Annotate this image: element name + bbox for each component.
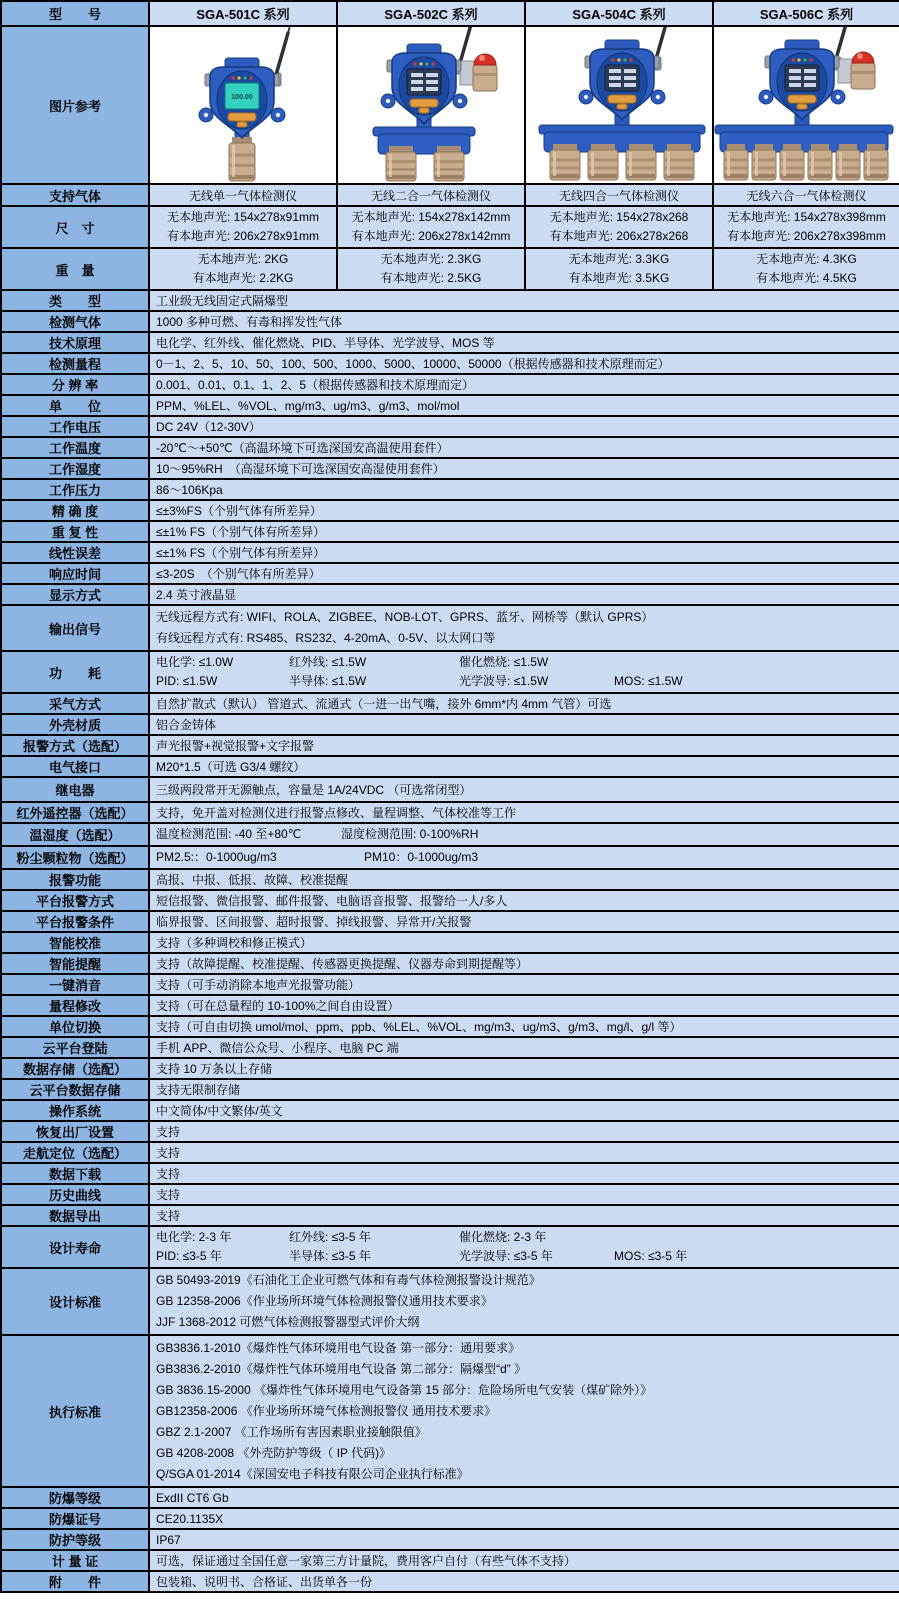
- spec-value: [149, 1335, 899, 1487]
- spec-row: [1, 542, 899, 563]
- spec-value-line: 无本地声光: 3.3KG: [568, 252, 670, 266]
- spec-row: [1, 802, 899, 823]
- row-label: 单位切换: [1, 1016, 149, 1037]
- row-label: 粉尘颗粒物（选配）: [1, 846, 149, 869]
- spec-value: [149, 206, 337, 248]
- spec-value: 三级两段常开无源触点，容量是 1A/24VDC （可选常闭型）: [149, 777, 899, 802]
- device-image-cell: [713, 26, 899, 184]
- spec-value-line: [156, 848, 893, 867]
- row-label: 恢复出厂设置: [1, 1121, 149, 1142]
- spec-row: [1, 248, 899, 290]
- spec-row: [1, 1184, 899, 1205]
- spec-row: [1, 953, 899, 974]
- detector-body: [579, 40, 665, 120]
- spec-value: 支持（可自由切换 umol/mol、ppm、ppb、%LEL、%VOL、mg/m3、ug/m3、g/m3、mg/l、g/l 等）: [149, 1016, 899, 1037]
- spec-row: [1, 458, 899, 479]
- spec-value: 0－1、2、5、10、50、100、500、1000、5000、10000、50000（根据传感器和技术原理而定）: [149, 353, 899, 374]
- row-label: 精 确 度: [1, 500, 149, 521]
- spec-value: [525, 206, 713, 248]
- spec-value-line: [156, 825, 893, 844]
- spec-value: DC 24V（12-30V）: [149, 416, 899, 437]
- alarm-beacon: [460, 54, 497, 91]
- row-label: 电气接口: [1, 756, 149, 777]
- detector-body: [381, 44, 467, 124]
- spec-value: 铝合金铸体: [149, 714, 899, 735]
- spec-row: [1, 1268, 899, 1335]
- spec-value-line: 有本地声光: 3.5KG: [568, 271, 670, 285]
- sensor-head: [229, 137, 255, 181]
- row-label: 功 耗: [1, 651, 149, 693]
- sensor-head: [836, 144, 860, 180]
- spec-value: IP67: [149, 1529, 899, 1550]
- row-label: 报警方式（选配）: [1, 735, 149, 756]
- spec-row: [1, 1335, 899, 1487]
- spec-value-line: GBZ 2.1-2007 《工作场所有害因素职业接触限值》: [156, 1424, 427, 1439]
- spec-value-line: GB3836.2-2010《爆炸性气体环境用电气设备 第二部分：隔爆型“d” 》: [156, 1361, 527, 1376]
- model-header-sga-502c: SGA-502C 系列: [337, 1, 525, 26]
- spec-value: 工业级无线固定式隔爆型: [149, 290, 899, 311]
- spec-value-line: 有本地声光: 206x278x91mm: [166, 229, 320, 243]
- spec-value-line: JJF 1368-2012 可燃气体检测报警器型式评价大纲: [156, 1315, 420, 1329]
- spec-value-line: GB12358-2006 《作业场所环境气体检测报警仪 通用技术要求》: [156, 1403, 497, 1418]
- spec-value-line: 无本地声光: 4.3KG: [756, 252, 857, 266]
- spec-row: [1, 184, 899, 206]
- row-label: 检测量程: [1, 353, 149, 374]
- row-label: 操作系统: [1, 1100, 149, 1121]
- row-label: 防爆等级: [1, 1487, 149, 1508]
- spec-value-line: 无本地声光: 2.3KG: [380, 252, 482, 266]
- spec-value: M20*1.5（可选 G3/4 螺纹）: [149, 756, 899, 777]
- spec-value: 支持: [149, 1163, 899, 1184]
- spec-row: [1, 1037, 899, 1058]
- spec-value: [149, 1268, 899, 1335]
- spec-value-segment: 温度检测范围: -40 至+80℃: [156, 827, 302, 841]
- spec-row: [1, 1121, 899, 1142]
- spec-value-segment: PM2.5:：0-1000ug/m3: [156, 850, 277, 864]
- row-label: 类 型: [1, 290, 149, 311]
- spec-value: 包装箱、说明书、合格证、出货单各一份: [149, 1571, 899, 1592]
- model-header-label: 型 号: [1, 1, 149, 26]
- spec-value-line: GB 4208-2008 《外壳防护等级（ IP 代码)》: [156, 1445, 392, 1460]
- sensor-head: [724, 144, 748, 180]
- spec-value-line: 有本地声光: 2.2KG: [192, 271, 294, 285]
- spec-row: [1, 1016, 899, 1037]
- spec-row: [1, 1487, 899, 1508]
- spec-value-line: 有线远程方式有: RS485、RS232、4-20mA、0-5V、以太网口等: [156, 631, 496, 645]
- spec-row: [1, 846, 899, 869]
- spec-value: 86～106Kpa: [149, 479, 899, 500]
- spec-row: [1, 332, 899, 353]
- row-label: 智能提醒: [1, 953, 149, 974]
- row-label: 防爆证号: [1, 1508, 149, 1529]
- spec-value-line: GB 3836.15-2000 《爆炸性气体环境用电气设备第 15 部分：危险场所电气安装（煤矿除外）》: [156, 1382, 653, 1397]
- spec-row: [1, 311, 899, 332]
- spec-value-line: GB 12358-2006《作业场所环境气体检测报警仪通用技术要求》: [156, 1294, 493, 1308]
- spec-row: [1, 911, 899, 932]
- spec-value-segment: PID: ≤3-5 年: [156, 1249, 222, 1263]
- spec-value-line: 无本地声光: 2KG: [197, 252, 289, 266]
- sensor-head: [664, 144, 694, 180]
- spec-row: [1, 974, 899, 995]
- spec-row: [1, 1226, 899, 1268]
- wireless-single-gas-detector: [150, 27, 336, 183]
- spec-value-segment: 电化学: ≤1.0W: [156, 655, 234, 669]
- spec-value: 支持（可在总量程的 10-100%之间自由设置）: [149, 995, 899, 1016]
- sensor-head: [626, 144, 656, 180]
- spec-row: [1, 1508, 899, 1529]
- spec-value-segment: 催化燃烧: 2-3 年: [459, 1230, 547, 1244]
- spec-row: [1, 869, 899, 890]
- image-row: [1, 26, 899, 184]
- spec-row: [1, 395, 899, 416]
- sensor-head: [752, 144, 776, 180]
- spec-value-segment: 半导体: ≤1.5W: [289, 674, 367, 688]
- spec-row: [1, 823, 899, 846]
- spec-row: [1, 1571, 899, 1592]
- spec-value-segment: MOS: ≤3-5 年: [614, 1249, 688, 1263]
- spec-value-line: 无本地声光: 154x278x268: [549, 210, 689, 224]
- row-label: 智能校准: [1, 932, 149, 953]
- spec-row: [1, 777, 899, 802]
- spec-value-line: [156, 672, 893, 691]
- row-label: 外壳材质: [1, 714, 149, 735]
- spec-row: [1, 563, 899, 584]
- spec-value-line: 有本地声光: 206x278x268: [549, 229, 689, 243]
- row-label: 温湿度（选配）: [1, 823, 149, 846]
- spec-row: [1, 995, 899, 1016]
- row-label: 附 件: [1, 1571, 149, 1592]
- row-label: 设计标准: [1, 1268, 149, 1335]
- spec-value: 无线四合一气体检测仪: [525, 184, 713, 206]
- svg-text:100.00: 100.00: [231, 94, 253, 101]
- spec-row: [1, 1079, 899, 1100]
- spec-value: 支持（多种调校和修正模式）: [149, 932, 899, 953]
- spec-value-line: 无本地声光: 154x278x398mm: [727, 210, 886, 224]
- spec-value: [337, 248, 525, 290]
- spec-row: [1, 735, 899, 756]
- row-label: 图片参考: [1, 26, 149, 184]
- spec-row: [1, 584, 899, 605]
- spec-value-line: 有本地声光: 206x278x142mm: [351, 229, 511, 243]
- spec-value: 支持: [149, 1184, 899, 1205]
- device-image-cell: [525, 26, 713, 184]
- spec-row: [1, 714, 899, 735]
- spec-value: 电化学、红外线、催化燃烧、PID、半导体、光学波导、MOS 等: [149, 332, 899, 353]
- row-label: 防护等级: [1, 1529, 149, 1550]
- row-label: 数据导出: [1, 1205, 149, 1226]
- spec-value: 1000 多种可燃、有毒和挥发性气体: [149, 311, 899, 332]
- row-label: 显示方式: [1, 584, 149, 605]
- spec-value: [149, 1226, 899, 1268]
- row-label: 分 辨 率: [1, 374, 149, 395]
- spec-value: 高报、中报、低报、故障、校准提醒: [149, 869, 899, 890]
- row-label: 继电器: [1, 777, 149, 802]
- device-image-cell: [149, 26, 337, 184]
- spec-row: [1, 693, 899, 714]
- row-label: 工作电压: [1, 416, 149, 437]
- spec-value-line: GB3836.1-2010《爆炸性气体环境用电气设备 第一部分：通用要求》: [156, 1340, 521, 1355]
- spec-value: [149, 846, 899, 869]
- spec-value: PPM、%LEL、%VOL、mg/m3、ug/m3、g/m3、mol/mol: [149, 395, 899, 416]
- spec-value: ExdII CT6 Gb: [149, 1487, 899, 1508]
- spec-value: [713, 248, 899, 290]
- detector-body: [199, 58, 285, 138]
- row-label: 重 量: [1, 248, 149, 290]
- spec-value: 10～95%RH （高湿环境下可选深国安高湿使用套件）: [149, 458, 899, 479]
- spec-row: [1, 1163, 899, 1184]
- spec-value: [149, 823, 899, 846]
- spec-value: -20℃～+50℃（高温环境下可选深国安高温使用套件）: [149, 437, 899, 458]
- row-label: 一键消音: [1, 974, 149, 995]
- sensor-head: [780, 144, 804, 180]
- spec-value: [337, 206, 525, 248]
- spec-value-segment: 红外线: ≤3-5 年: [289, 1230, 371, 1244]
- row-label: 执行标准: [1, 1335, 149, 1487]
- detector-body: [759, 40, 845, 120]
- row-label: 量程修改: [1, 995, 149, 1016]
- spec-row: [1, 651, 899, 693]
- spec-value-segment: PM10：0-1000ug/m3: [364, 850, 479, 864]
- spec-row: [1, 605, 899, 651]
- row-label: 响应时间: [1, 563, 149, 584]
- row-label: 采气方式: [1, 693, 149, 714]
- spec-value-line: 无线远程方式有: WIFI、ROLA、ZIGBEE、NOB-LOT、GPRS、蓝牙、网桥等（默认 GPRS）: [156, 610, 654, 624]
- spec-value-line: GB 50493-2019《石油化工企业可燃气体和有毒气体检测报警设计规范》: [156, 1273, 541, 1287]
- spec-value-segment: PID: ≤1.5W: [156, 674, 218, 688]
- spec-value-segment: 光学波导: ≤1.5W: [459, 674, 549, 688]
- row-label: 重 复 性: [1, 521, 149, 542]
- spec-value: ≤±1% FS（个别气体有所差异）: [149, 542, 899, 563]
- sensor-head: [386, 146, 416, 181]
- model-header-row: [1, 1, 899, 26]
- spec-row: [1, 1100, 899, 1121]
- spec-value: 支持（故障提醒、校准提醒、传感器更换提醒、仪器寿命到期提醒等）: [149, 953, 899, 974]
- spec-value: [149, 248, 337, 290]
- spec-row: [1, 756, 899, 777]
- spec-row: [1, 500, 899, 521]
- spec-value-segment: 湿度检测范围: 0-100%RH: [341, 827, 479, 841]
- spec-value: 自然扩散式（默认） 管道式、流通式（一进一出气嘴，接外 6mm*内 4mm 气管）可选: [149, 693, 899, 714]
- spec-row: [1, 521, 899, 542]
- spec-value-segment: 半导体: ≤3-5 年: [289, 1249, 371, 1263]
- spec-value-line: 有本地声光: 4.5KG: [756, 271, 857, 285]
- row-label: 线性误差: [1, 542, 149, 563]
- row-label: 历史曲线: [1, 1184, 149, 1205]
- spec-value: 支持，免开盖对检测仪进行报警点修改、量程调整、气体校准等工作: [149, 802, 899, 823]
- device-image-cell: [337, 26, 525, 184]
- spec-row: [1, 479, 899, 500]
- wireless-2in1-gas-detector: [338, 27, 524, 183]
- spec-value-segment: 催化燃烧: ≤1.5W: [459, 655, 549, 669]
- spec-row: [1, 932, 899, 953]
- alarm-beacon: [838, 52, 875, 89]
- spec-row: [1, 890, 899, 911]
- spec-value: 支持: [149, 1142, 899, 1163]
- wireless-6in1-gas-detector: [714, 27, 899, 183]
- spec-value: ≤3-20S （个别气体有所差异）: [149, 563, 899, 584]
- spec-row: [1, 353, 899, 374]
- spec-value: 支持（可手动消除本地声光报警功能）: [149, 974, 899, 995]
- spec-value-line: 无本地声光: 154x278x142mm: [351, 210, 511, 224]
- row-label: 单 位: [1, 395, 149, 416]
- spec-value: 短信报警、微信报警、邮件报警、电脑语音报警、报警给一人/多人: [149, 890, 899, 911]
- model-header-sga-504c: SGA-504C 系列: [525, 1, 713, 26]
- spec-value-line: 无本地声光: 154x278x91mm: [166, 210, 320, 224]
- spec-value: [149, 605, 899, 651]
- spec-value-line: Q/SGA 01-2014《深国安电子科技有限公司企业执行标准》: [156, 1466, 469, 1481]
- spec-row: [1, 1529, 899, 1550]
- spec-value: 2.4 英寸液晶显: [149, 584, 899, 605]
- row-label: 工作压力: [1, 479, 149, 500]
- sensor-head: [434, 146, 464, 181]
- spec-row: [1, 1142, 899, 1163]
- row-label: 数据下载: [1, 1163, 149, 1184]
- spec-value: 无线六合一气体检测仪: [713, 184, 899, 206]
- spec-value: 支持: [149, 1205, 899, 1226]
- spec-value: 手机 APP、微信公众号、小程序、电脑 PC 端: [149, 1037, 899, 1058]
- spec-value: 可选，保证通过全国任意一家第三方计量院，费用客户自付（有些气体不支持）: [149, 1550, 899, 1571]
- spec-value-segment: 红外线: ≤1.5W: [289, 655, 367, 669]
- row-label: 云平台登陆: [1, 1037, 149, 1058]
- spec-row: [1, 374, 899, 395]
- row-label: 数据存储（选配）: [1, 1058, 149, 1079]
- row-label: 报警功能: [1, 869, 149, 890]
- spec-value: [149, 651, 899, 693]
- row-label: 工作温度: [1, 437, 149, 458]
- spec-value-line: 有本地声光: 2.5KG: [380, 271, 482, 285]
- sensor-head: [588, 144, 618, 180]
- row-label: 输出信号: [1, 605, 149, 651]
- spec-value: 无线二合一气体检测仪: [337, 184, 525, 206]
- spec-value-line: [156, 1228, 893, 1247]
- row-label: 计 量 证: [1, 1550, 149, 1571]
- spec-value: 无线单一气体检测仪: [149, 184, 337, 206]
- row-label: 设计寿命: [1, 1226, 149, 1268]
- spec-value: CE20.1135X: [149, 1508, 899, 1529]
- spec-row: [1, 1058, 899, 1079]
- spec-value: ≤±1% FS（个别气体有所差异）: [149, 521, 899, 542]
- spec-value-segment: MOS: ≤1.5W: [614, 674, 683, 688]
- spec-value: 声光报警+视觉报警+文字报警: [149, 735, 899, 756]
- model-header-sga-506c: SGA-506C 系列: [713, 1, 899, 26]
- spec-value-segment: 光学波导: ≤3-5 年: [459, 1249, 553, 1263]
- spec-value: [713, 206, 899, 248]
- spec-value: [525, 248, 713, 290]
- sensor-head: [550, 144, 580, 180]
- spec-row: [1, 1550, 899, 1571]
- wireless-4in1-gas-detector: [526, 27, 712, 183]
- spec-row: [1, 206, 899, 248]
- spec-row: [1, 290, 899, 311]
- row-label: 平台报警条件: [1, 911, 149, 932]
- sensor-head: [808, 144, 832, 180]
- row-label: 走航定位（选配）: [1, 1142, 149, 1163]
- spec-row: [1, 437, 899, 458]
- spec-value: 中文简体/中文繁体/英文: [149, 1100, 899, 1121]
- spec-value-line: [156, 1247, 893, 1266]
- row-label: 支持气体: [1, 184, 149, 206]
- spec-value-line: 有本地声光: 206x278x398mm: [727, 229, 886, 243]
- sensor-head: [864, 144, 888, 180]
- model-header-sga-501c: SGA-501C 系列: [149, 1, 337, 26]
- spec-value: 临界报警、区间报警、超时报警、掉线报警、异常开/关报警: [149, 911, 899, 932]
- spec-value: 0.001、0.01、0.1、1、2、5（根据传感器和技术原理而定）: [149, 374, 899, 395]
- row-label: 云平台数据存储: [1, 1079, 149, 1100]
- spec-value: 支持无限制存储: [149, 1079, 899, 1100]
- row-label: 检测气体: [1, 311, 149, 332]
- row-label: 尺 寸: [1, 206, 149, 248]
- spec-value: 支持: [149, 1121, 899, 1142]
- spec-row: [1, 1205, 899, 1226]
- spec-value-line: [156, 653, 893, 672]
- spec-value: 支持 10 万条以上存储: [149, 1058, 899, 1079]
- row-label: 技术原理: [1, 332, 149, 353]
- row-label: 平台报警方式: [1, 890, 149, 911]
- row-label: 红外遥控器（选配）: [1, 802, 149, 823]
- spec-value-segment: 电化学: 2-3 年: [156, 1230, 232, 1244]
- spec-value: ≤±3%FS（个别气体有所差异）: [149, 500, 899, 521]
- spec-row: [1, 416, 899, 437]
- row-label: 工作湿度: [1, 458, 149, 479]
